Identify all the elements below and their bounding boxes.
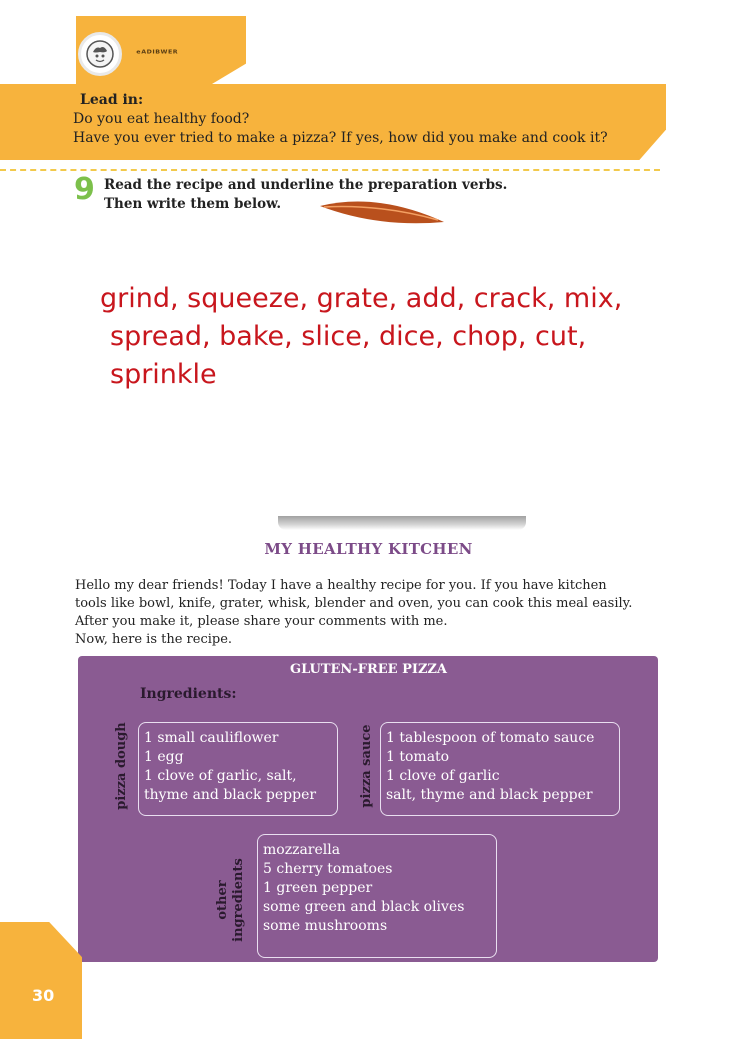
article-title: MY HEALTHY KITCHEN [264, 540, 473, 558]
pizza-dough-label: pizza dough [114, 722, 129, 810]
lead-in-title: Lead in: [80, 92, 144, 108]
ingredient-item: 1 tablespoon of tomato sauce [386, 730, 595, 746]
other-ingredients-label [215, 845, 247, 955]
article-paragraph-line: tools like bowl, knife, grater, whisk, blender and oven, you can cook this meal easily. [75, 596, 633, 611]
answer-line: spread, bake, slice, dice, chop, cut, [110, 321, 587, 352]
article-paragraph-line: Hello my dear friends! Today I have a healthy recipe for you. If you have kitchen [75, 578, 607, 593]
pizza-sauce-label: pizza sauce [359, 724, 374, 808]
exercise-instruction: Then write them below. [104, 196, 282, 212]
ingredient-item: salt, thyme and black pepper [386, 787, 593, 803]
page-number: 30 [32, 986, 55, 1005]
answer-line: grind, squeeze, grate, add, crack, mix, [100, 283, 623, 314]
lead-in-question: Do you eat healthy food? [73, 111, 250, 127]
ingredient-item: 1 green pepper [263, 880, 373, 896]
article-paragraph-line: Now, here is the recipe. [75, 632, 233, 647]
ingredient-item: 1 clove of garlic, salt, [144, 768, 297, 784]
ingredient-item: 1 small cauliflower [144, 730, 279, 746]
pizza-sauce-list [380, 722, 620, 816]
chef-logo-icon [78, 32, 122, 76]
ingredient-item: 1 clove of garlic [386, 768, 500, 784]
ingredient-item: mozzarella [263, 842, 341, 858]
leaf-decoration-icon [318, 198, 448, 232]
ingredient-item: some green and black olives [263, 899, 465, 915]
recipe-title: GLUTEN-FREE PIZZA [289, 662, 448, 677]
ingredient-item: 1 egg [144, 749, 184, 765]
exercise-number: 9 [74, 172, 95, 207]
other-label-line: ingredients [231, 858, 246, 942]
ingredient-item: some mushrooms [263, 918, 388, 934]
page-number-tab [0, 922, 82, 1039]
ingredient-item: 1 tomato [386, 749, 450, 765]
ingredient-item: thyme and black pepper [144, 787, 317, 803]
other-ingredients-list [257, 834, 497, 958]
image-shadow-decoration [278, 516, 526, 530]
ingredients-label: Ingredients: [140, 686, 237, 702]
lead-in-question: Have you ever tried to make a pizza? If yes, how did you make and cook it? [73, 130, 608, 146]
exercise-instruction: Read the recipe and underline the preparation verbs. [104, 177, 508, 193]
pizza-dough-list [138, 722, 338, 816]
dashed-divider [0, 169, 660, 171]
handwritten-answer [100, 280, 680, 394]
other-label-line: other [215, 880, 230, 920]
ingredient-item: 5 cherry tomatoes [263, 861, 393, 877]
unit-logo-text: ᵉᴬᴰᴵᴮᵂᴱᴿ [136, 49, 179, 60]
answer-line: sprinkle [110, 359, 217, 390]
article-paragraph-line: After you make it, please share your comments with me. [75, 614, 448, 629]
